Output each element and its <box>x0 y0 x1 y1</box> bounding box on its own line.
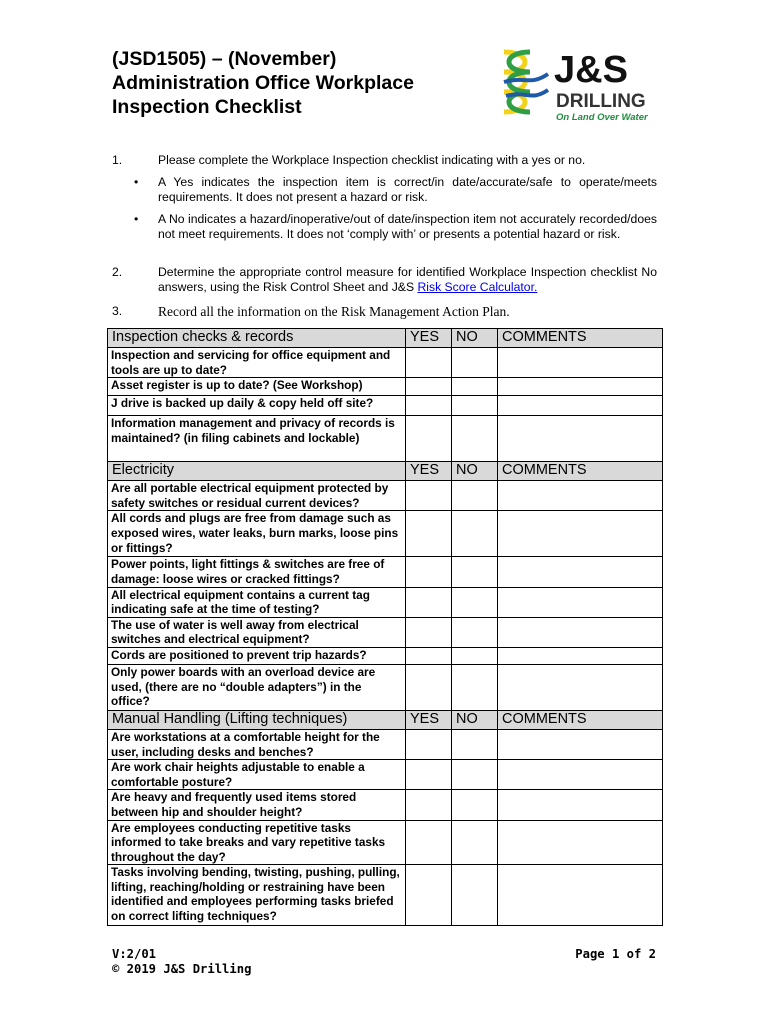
section-header-records <box>108 329 663 348</box>
no-cell[interactable] <box>452 378 498 396</box>
comments-cell[interactable] <box>498 790 663 820</box>
table-row <box>108 664 663 710</box>
table-row <box>108 820 663 865</box>
yes-cell[interactable] <box>406 729 452 759</box>
no-cell[interactable] <box>452 617 498 647</box>
bullet-icon: • <box>134 175 139 189</box>
instruction-1 <box>112 153 657 168</box>
document-title <box>112 47 414 119</box>
table-row <box>108 396 663 416</box>
bullet-text: A No indicates a hazard/inoperative/out of date/inspection item not accurately recorded/does not meet requirements. It does not ‘comply with’ or presents a potential hazard or risk. <box>158 212 657 241</box>
title-line-2: Administration Office Workplace <box>112 72 414 94</box>
section-title: Inspection checks & records <box>108 329 406 348</box>
no-cell[interactable] <box>452 729 498 759</box>
question-cell: Are work chair heights adjustable to enable a comfortable posture? <box>108 760 406 790</box>
no-cell[interactable] <box>452 790 498 820</box>
instruction-text: Please complete the Workplace Inspection checklist indicating with a yes or no. <box>158 153 586 167</box>
comments-cell[interactable] <box>498 729 663 759</box>
bullet-text: A Yes indicates the inspection item is correct/in date/accurate/safe to operate/meets requirements. It does not present a hazard or risk. <box>158 175 657 204</box>
question-cell: Inspection and servicing for office equipment and tools are up to date? <box>108 348 406 378</box>
instruction-2 <box>112 265 657 295</box>
comments-cell[interactable] <box>498 396 663 416</box>
instruction-text <box>158 265 657 295</box>
inspection-checklist-table <box>107 328 663 926</box>
comments-cell[interactable] <box>498 481 663 511</box>
instruction-3 <box>112 304 657 320</box>
no-cell[interactable] <box>452 760 498 790</box>
yes-cell[interactable] <box>406 617 452 647</box>
question-cell: Power points, light fittings & switches are free of damage: loose wires or cracked fittings? <box>108 557 406 587</box>
no-cell[interactable] <box>452 416 498 462</box>
table-row <box>108 511 663 557</box>
yes-cell[interactable] <box>406 511 452 557</box>
no-column-header: NO <box>452 329 498 348</box>
question-cell: The use of water is well away from electrical switches and electrical equipment? <box>108 617 406 647</box>
question-cell: Information management and privacy of records is maintained? (in filing cabinets and lockable) <box>108 416 406 462</box>
yes-cell[interactable] <box>406 760 452 790</box>
no-cell[interactable] <box>452 820 498 865</box>
question-cell: Asset register is up to date? (See Workshop) <box>108 378 406 396</box>
yes-cell[interactable] <box>406 396 452 416</box>
comments-cell[interactable] <box>498 617 663 647</box>
comments-cell[interactable] <box>498 587 663 617</box>
question-cell: All electrical equipment contains a current tag indicating safe at the time of testing? <box>108 587 406 617</box>
no-cell[interactable] <box>452 587 498 617</box>
yes-cell[interactable] <box>406 820 452 865</box>
question-cell: All cords and plugs are free from damage such as exposed wires, water leaks, burn marks, loose pins or fittings? <box>108 511 406 557</box>
no-cell[interactable] <box>452 647 498 664</box>
logo-tagline: On Land Over Water <box>556 112 648 123</box>
section-header-manual-handling <box>108 710 663 729</box>
section-title: Manual Handling (Lifting techniques) <box>108 710 406 729</box>
table-row <box>108 557 663 587</box>
yes-column-header: YES <box>406 462 452 481</box>
comments-cell[interactable] <box>498 348 663 378</box>
question-cell: Only power boards with an overload device are used, (there are no “double adapters”) in the office? <box>108 664 406 710</box>
company-logo <box>496 46 658 126</box>
comments-cell[interactable] <box>498 647 663 664</box>
comments-column-header: COMMENTS <box>498 329 663 348</box>
section-title: Electricity <box>108 462 406 481</box>
no-cell[interactable] <box>452 348 498 378</box>
title-line-3: Inspection Checklist <box>112 96 302 118</box>
instruction-bullet-yes <box>112 175 657 205</box>
table-row <box>108 729 663 759</box>
table-row <box>108 760 663 790</box>
question-cell: Are all portable electrical equipment protected by safety switches or residual current devices? <box>108 481 406 511</box>
instruction-number: 1. <box>112 153 123 167</box>
comments-column-header: COMMENTS <box>498 462 663 481</box>
section-header-electricity <box>108 462 663 481</box>
instruction-number: 3. <box>112 304 123 318</box>
no-cell[interactable] <box>452 511 498 557</box>
yes-column-header: YES <box>406 329 452 348</box>
question-cell: Cords are positioned to prevent trip hazards? <box>108 647 406 664</box>
no-column-header: NO <box>452 462 498 481</box>
table-row <box>108 790 663 820</box>
logo-main-text: J&S <box>554 49 628 91</box>
yes-cell[interactable] <box>406 348 452 378</box>
comments-column-header: COMMENTS <box>498 710 663 729</box>
table-row <box>108 348 663 378</box>
risk-score-calculator-link[interactable]: Risk Score Calculator. <box>417 280 538 294</box>
no-column-header: NO <box>452 710 498 729</box>
bullet-icon: • <box>134 212 139 226</box>
no-cell[interactable] <box>452 865 498 926</box>
instruction-text: Record all the information on the Risk Management Action Plan. <box>158 304 510 319</box>
yes-cell[interactable] <box>406 587 452 617</box>
page-number: Page 1 of 2 <box>575 947 656 961</box>
no-cell[interactable] <box>452 396 498 416</box>
title-line-1: (JSD1505) – (November) <box>112 48 337 70</box>
table-row <box>108 865 663 926</box>
yes-cell[interactable] <box>406 647 452 664</box>
logo-sub-text: DRILLING <box>556 91 646 112</box>
yes-cell[interactable] <box>406 378 452 396</box>
yes-column-header: YES <box>406 710 452 729</box>
question-cell: Are workstations at a comfortable height for the user, including desks and benches? <box>108 729 406 759</box>
table-row <box>108 481 663 511</box>
comments-cell[interactable] <box>498 416 663 462</box>
comments-cell[interactable] <box>498 378 663 396</box>
question-cell: Are heavy and frequently used items stored between hip and shoulder height? <box>108 790 406 820</box>
yes-cell[interactable] <box>406 557 452 587</box>
no-cell[interactable] <box>452 557 498 587</box>
table-row <box>108 647 663 664</box>
footer-left <box>112 947 251 977</box>
yes-cell[interactable] <box>406 664 452 710</box>
comments-cell[interactable] <box>498 511 663 557</box>
no-cell[interactable] <box>452 481 498 511</box>
copyright-label: © 2019 J&S Drilling <box>112 962 252 976</box>
table-row <box>108 416 663 462</box>
comments-cell[interactable] <box>498 664 663 710</box>
question-cell: Tasks involving bending, twisting, pushing, pulling, lifting, reaching/holding or restraining have been identified and employees performing tasks briefed on correct lifting techniques? <box>108 865 406 926</box>
comments-cell[interactable] <box>498 760 663 790</box>
helix-logo-icon <box>496 46 658 126</box>
yes-cell[interactable] <box>406 865 452 926</box>
question-cell: Are employees conducting repetitive tasks informed to take breaks and vary repetitive tasks throughout the day? <box>108 820 406 865</box>
comments-cell[interactable] <box>498 865 663 926</box>
no-cell[interactable] <box>452 664 498 710</box>
yes-cell[interactable] <box>406 790 452 820</box>
table-row <box>108 617 663 647</box>
yes-cell[interactable] <box>406 481 452 511</box>
version-label: V:2/01 <box>112 947 157 961</box>
instruction-2-body: Determine the appropriate control measure for identified Workplace Inspection checklist No answers, using the Risk Control Sheet and J&S <box>158 265 657 294</box>
table-row <box>108 378 663 396</box>
instruction-bullet-no <box>112 212 657 257</box>
comments-cell[interactable] <box>498 820 663 865</box>
comments-cell[interactable] <box>498 557 663 587</box>
instruction-number: 2. <box>112 265 123 279</box>
question-cell: J drive is backed up daily & copy held off site? <box>108 396 406 416</box>
yes-cell[interactable] <box>406 416 452 462</box>
table-row <box>108 587 663 617</box>
